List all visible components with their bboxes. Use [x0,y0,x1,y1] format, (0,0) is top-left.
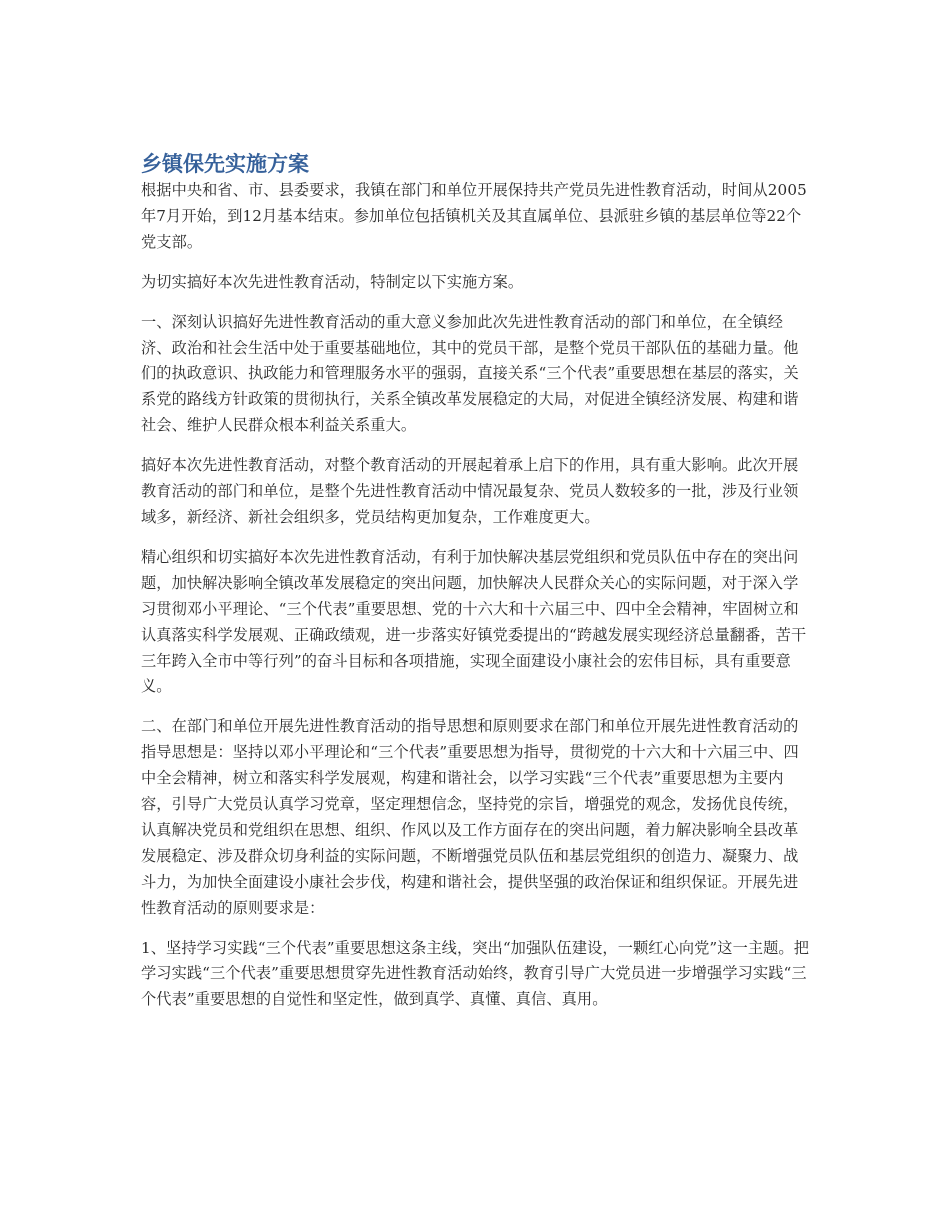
document-page [141,150,811,1027]
paragraph-section-1: 一、深刻认识搞好先进性教育活动的重大意义参加此次先进性教育活动的部门和单位，在全镇经济、政治和社会生活中处于重要基础地位，其中的党员干部，是整个党员干部队伍的基础力量。他们的执政意识、执政能力和管理服务水平的强弱，直接关系“三个代表”重要思想在基层的落实，关系党的路线方针政策的贯彻执行，关系全镇改革发展稳定的大局，对促进全镇经济发展、构建和谐社会、维护人民群众根本利益关系重大。 [141,312,799,435]
document-title: 乡镇保先实施方案 [141,152,309,176]
paragraph-item-1: 1、坚持学习实践“三个代表”重要思想这条主线，突出“加强队伍建设，一颗红心向党”这一主题。把学习实践“三个代表”重要思想贯穿先进性教育活动始终，教育引导广大党员进一步增强学习实践“三个代表”重要思想的自觉性和坚定性，做到真学、真懂、真信、真用。 [141,938,810,1009]
paragraph-significance: 搞好本次先进性教育活动，对整个教育活动的开展起着承上启下的作用，具有重大影响。此次开展教育活动的部门和单位，是整个先进性教育活动中情况最复杂、党员人数较多的一批，涉及行业领域多，新经济、新社会组织多，党员结构更加复杂，工作难度更大。 [141,456,799,526]
paragraph-purpose: 为切实搞好本次先进性教育活动，特制定以下实施方案。 [141,272,524,291]
paragraph-section-2: 二、在部门和单位开展先进性教育活动的指导思想和原则要求在部门和单位开展先进性教育活动的指导思想是：坚持以邓小平理论和“三个代表”重要思想为指导，贯彻党的十六大和十六届三中、四中全会精神，树立和落实科学发展观，构建和谐社会，以学习实践“三个代表”重要思想为主要内容，引导广大党员认真学习党章，坚定理想信念，坚持党的宗旨，增强党的观念，发扬优良传统，认真解决党员和党组织在思想、组织、作风以及工作方面存在的突出问题，着力解决影响全县改革发展稳定、涉及群众切身利益的实际问题，不断增强党员队伍和基层党组织的创造力、凝聚力、战斗力，为加快全面建设小康社会步伐，构建和谐社会，提供坚强的政治保证和组织保证。开展先进性教育活动的原则要求是： [141,717,799,917]
paragraph-organization: 精心组织和切实搞好本次先进性教育活动，有利于加快解决基层党组织和党员队伍中存在的突出问题，加快解决影响全镇改革发展稳定的突出问题，加快解决人民群众关心的实际问题，对于深入学习贯彻邓小平理论、“三个代表”重要思想、党的十六大和十六届三中、四中全会精神，牢固树立和认真落实科学发展观、正确政绩观，进一步落实好镇党委提出的“跨越发展实现经济总量翻番，苦干三年跨入全市中等行列”的奋斗目标和各项措施，实现全面建设小康社会的宏伟目标，具有重要意义。 [141,547,807,696]
paragraph-intro: 根据中央和省、市、县委要求，我镇在部门和单位开展保持共产党员先进性教育活动，时间从2005年7月开始，到12月基本结束。参加单位包括镇机关及其直属单位、县派驻乡镇的基层单位等22个党支部。 [141,181,807,251]
